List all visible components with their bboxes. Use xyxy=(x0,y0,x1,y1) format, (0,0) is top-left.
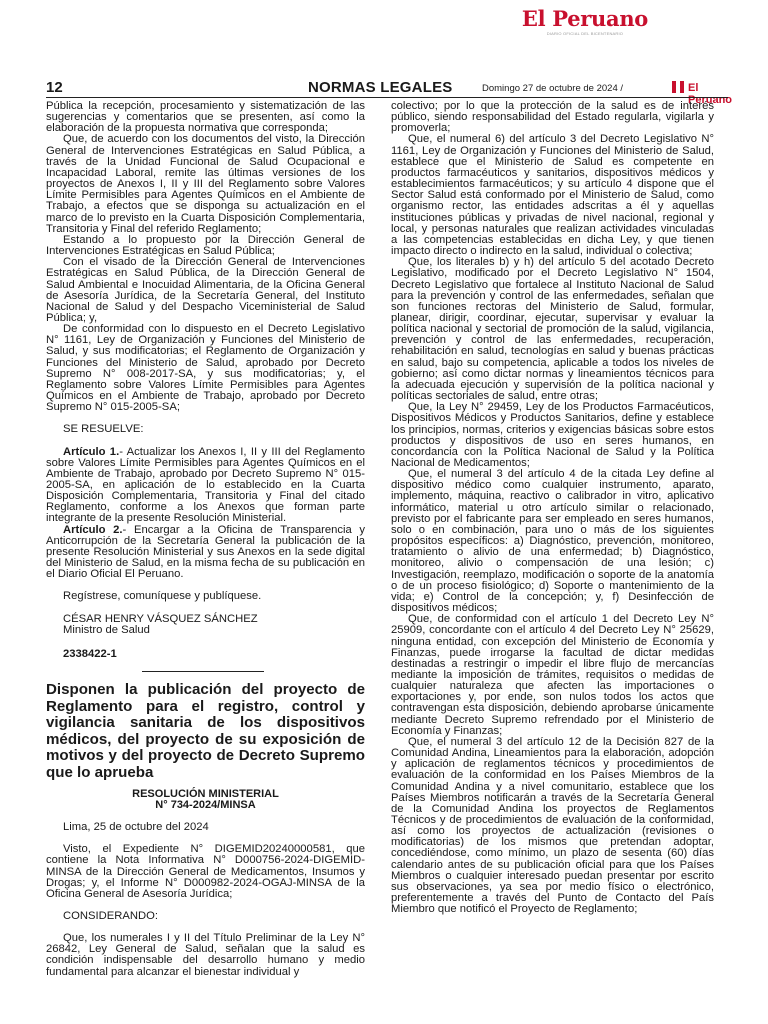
considering-heading: CONSIDERANDO: xyxy=(63,909,159,922)
paragraph: Que, el numeral 3 del artículo 12 de la Decisión 827 de la Comunidad Andina, Lineamientos para la elaboración, adopción y aplicación de reglamentos técnicos y procedimientos de evaluación de la conformidad en los Países Miembros de la Comunidad Andina y a nivel comunitario, establece que los Países Miembros notificarán a través de la Secretaría General de la Comunidad Andina los proyectos de Reglamentos Técnicos y de procedimientos de evaluación de la conformidad, así como los proyectos de actualización (revisiones o modificatorias) de los mismos que pretendan adoptar, concediéndose, como mínimo, un plazo de sesenta (60) días calendario antes de su publicación oficial para que los Países Miembros o cualquier interesado puedan presentar por escrito sus observaciones, ya sea por medio físico o electrónico, preferentemente a través del Punto de Contacto del País Miembro que notificó el Proyecto de Reglamento; xyxy=(391,735,714,916)
signer-name: CÉSAR HENRY VÁSQUEZ SÁNCHEZ xyxy=(63,612,258,625)
section-divider xyxy=(142,671,264,672)
article-1-text: - Actualizar los Anexos I, II y III del Reglamento sobre Valores Límite Permisibles para Agentes Químicos en el Ambiente de Trabajo, aprobado por Decreto Supremo N° 015-2005-SA, en aplicación de lo establecido en la Cuarta Disposición Complementaria, Transitoria y Final del citado Reglamento, conforme a los Anexos que forman parte integrante de la presente Resolución Ministerial. xyxy=(46,445,365,525)
publication-code: 2338422-1 xyxy=(63,647,117,660)
resolution-heading xyxy=(46,789,365,811)
masthead-tagline: DIARIO OFICIAL DEL BICENTENARIO xyxy=(546,31,624,36)
header-rule xyxy=(46,97,728,98)
norm-title: Disponen la publicación del proyecto de Reglamento para el registro, control y vigilancia sanitaria de los dispositivos médicos, del proyecto de su exposición de motivos y del proyecto de Decreto Supremo que lo aprueba xyxy=(46,681,365,781)
article-1 xyxy=(46,447,365,525)
resolution-type: RESOLUCIÓN MINISTERIAL xyxy=(132,788,279,801)
paragraph: Pública la recepción, procesamiento y sistematización de las sugerencias y comentarios que se presenten, así como la elaboración de la propuesta normativa que corresponda; xyxy=(46,100,365,135)
resolution-number: N° 734-2024/MINSA xyxy=(155,799,256,812)
right-column xyxy=(391,101,714,915)
page-number: 12 xyxy=(46,79,63,96)
article-2-text: - Encargar a la Oficina de Transparencia y Anticorrupción de la Secretaría General la publicación de la presente Resolución Ministerial y sus Anexos en la sede digital del Ministerio de Salud, en la misma fecha de su publicación en el Diario Oficial El Peruano. xyxy=(46,523,365,581)
paragraph: Estando a lo propuesto por la Dirección General de Intervenciones Estratégicas en Salud Pública; xyxy=(46,233,365,258)
publication-logo: El Peruano xyxy=(521,6,648,31)
closing-formula: Regístrese, comuníquese y publíquese. xyxy=(63,590,262,603)
paragraph: Que, de conformidad con el artículo 1 del Decreto Ley N° 25909, concordante con el artículo 4 del Decreto Ley N° 25629, ninguna entidad, con excepción del Ministerio de Economía y Finanzas, puede irrogarse la facultad de dictar medidas destinadas a restringir o impedir el libre flujo de mercancías mediante la imposición de trámites, requisitos o medidas de cualquier naturaleza que afecten las importaciones o exportaciones y, por ende, son nulos todos los actos que contravengan esta disposición, debiendo aprobarse únicamente mediante Decreto Supremo refrendado por el Ministerio de Economía y Finanzas; xyxy=(391,613,714,737)
resolves-heading: SE RESUELVE: xyxy=(63,423,144,436)
article-2 xyxy=(46,525,365,581)
paragraph: Con el visado de la Dirección General de Intervenciones Estratégicas en Salud Pública, de la Dirección General de Salud Ambiental e Inocuidad Alimentaria, de la Oficina General de Asesoría Jurídica, de la Secretaría General, del Instituto Nacional de Salud y del Despacho Viceministerial de Salud Pública; y, xyxy=(46,256,365,324)
issue-date: Domingo 27 de octubre de 2024 / xyxy=(482,83,624,94)
paragraph: Que, la Ley N° 29459, Ley de los Productos Farmacéuticos, Dispositivos Médicos y Productos Sanitarios, define y establece los principios, normas, criterios y exigencias básicas sobre estos productos y dispositivos de uso en seres humanos, en concordancia con la Política Nacional de Salud y la Política Nacional de Medicamentos; xyxy=(391,401,714,469)
article-1-label: Artículo 1. xyxy=(63,445,120,458)
left-column xyxy=(46,101,365,978)
paragraph: Que, de acuerdo con los documentos del visto, la Dirección General de Intervenciones Estratégicas en Salud Pública, a través de la Unidad Funcional de Salud Ocupacional e Incapacidad Laboral, remite las últimas versiones de los proyectos de Anexos I, II y III del Reglamento sobre Valores Límite Permisibles para Agentes Químicos en el Ambiente de Trabajo, a efectos que se disponga su actualización en el marco de lo previsto en la Cuarta Disposición Complementaria, Transitoria y Final del referido Reglamento; xyxy=(46,133,365,235)
publication-name: El Peruano xyxy=(688,82,733,106)
paragraph: Que, el numeral 6) del artículo 3 del Decreto Legislativo N° 1161, Ley de Organización y Funciones del Ministerio de Salud, establece que el Ministerio de Salud es competente en productos farmacéuticos y sanitarios, dispositivos médicos y establecimientos farmacéuticos; y su artículo 4 dispone que el Sector Salud está conformado por el Ministerio de Salud, como organismo rector, las entidades adscritas a él y aquellas instituciones públicas y privadas de nivel nacional, regional y local, y personas naturales que realizan actividades vinculadas a las competencias establecidas en dicha Ley, y que tienen impacto directo o indirecto en la salud, individual o colectiva; xyxy=(391,133,714,258)
paragraph: Que, el numeral 3 del artículo 4 de la citada Ley define al dispositivo médico como cualquier instrumento, aparato, implemento, máquina, reactivo o calibrador in vitro, aplicativo informático, material u otro artículo similar o relacionado, previsto por el fabricante para ser empleado en seres humanos, solo o en combinación, para uno o más de los siguientes propósitos específicos: a) Diagnóstico, prevención, monitoreo, tratamiento o alivio de una enfermedad; b) Diagnóstico, monitoreo, alivio o compensación de una lesión; c) Investigación, reemplazo, modificación o soporte de la anatomía o de un proceso fisiológico; d) Soporte o mantenimiento de la vida; e) Control de la concepción; y, f) Desinfección de dispositivos médicos; xyxy=(391,468,714,615)
masthead xyxy=(522,8,648,36)
paragraph: Que, los numerales I y II del Título Preliminar de la Ley N° 26842, Ley General de Salud, señalan que la salud es condición indispensable del desarrollo humano y medio fundamental para alcanzar el bienestar individual y xyxy=(46,932,365,978)
place-date: Lima, 25 de octubre del 2024 xyxy=(63,821,209,834)
paragraph: colectivo; por lo que la protección de la salud es de interés público, siendo responsabilidad del Estado regularla, vigilarla y promoverla; xyxy=(391,100,714,135)
paragraph: Visto, el Expediente N° DIGEMID20240000581, que contiene la Nota Informativa N° D000756-2024-DIGEMID-MINSA de la Dirección General de Medicamentos, Insumos y Drogas; y, el Informe N° D000982-2024-OGAJ-MINSA de la Oficina General de Asesoría Jurídica; xyxy=(46,843,365,900)
article-2-label: Artículo 2. xyxy=(63,523,123,536)
signer-role: Ministro de Salud xyxy=(63,623,150,636)
peru-flag-icon xyxy=(672,81,684,93)
paragraph: Que, los literales b) y h) del artículo 5 del acotado Decreto Legislativo, modificado por el Decreto Legislativo N° 1504, Decreto Legislativo que fortalece al Instituto Nacional de Salud para la prevención y control de las enfermedades, señalan que son funciones rectoras del Ministerio de Salud, formular, planear, dirigir, coordinar, ejecutar, supervisar y evaluar la política nacional y sectorial de promoción de la salud, vigilancia, prevención y control de las enfermedades, recuperación, rehabilitación en salud, tecnologías en salud y buenas prácticas en salud, bajo su competencia, aplicable a todos los niveles de gobierno; así como dictar normas y lineamientos técnicos para la adecuada ejecución y supervisión de la política nacional y políticas sectoriales de salud, entre otras; xyxy=(391,256,714,403)
section-title: NORMAS LEGALES xyxy=(308,79,453,96)
page-header xyxy=(46,78,733,106)
paragraph: De conformidad con lo dispuesto en el Decreto Legislativo N° 1161, Ley de Organización y Funciones del Ministerio de Salud, y sus modificatorias; el Reglamento de Organización y Funciones del Ministerio de Salud, aprobado por Decreto Supremo N° 008-2017-SA, y sus modificatorias; y, el Reglamento sobre Valores Límite Permisibles para Agentes Químicos en el Ambiente de Trabajo, aprobado por Decreto Supremo N° 015-2005-SA; xyxy=(46,323,365,414)
